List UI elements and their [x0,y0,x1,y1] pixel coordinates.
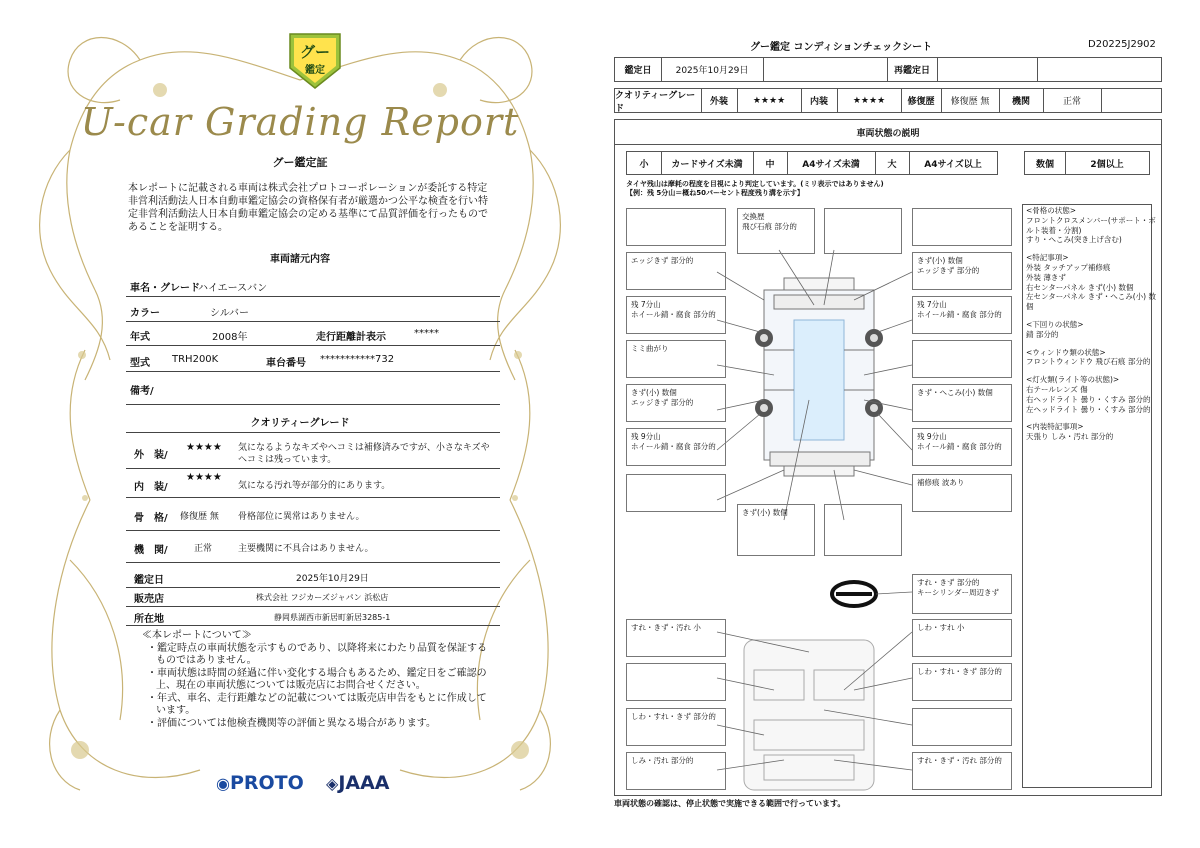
side-note-lights: <灯火類(ライト等の状態)> 右テールレンズ 傷 右ヘッドライト 曇り・くすみ 部分的 左ヘッドライト 曇り・くすみ 部分的 [1026,375,1151,414]
divider [126,371,500,372]
legend-medium: 中 [765,159,775,170]
quality-frame-value: 修復歴 無 [180,512,219,522]
quality-interior-text: 気になる汚れ等が部分的にあります。 [238,481,391,491]
count-legend [1024,151,1150,175]
spec-year-value: 2008年 [212,332,248,343]
proto-logo-text: PROTO [229,772,304,794]
steering-wheel-icon [832,582,912,606]
divider [126,296,500,297]
side-note-underbody: <下回りの状態> 錆 部分的 [1026,319,1084,339]
note-box-interior-left-1: すれ・きず・汚れ 小 [626,619,726,657]
note-item: ・評価については他検査機関等の評価と異なる場合があります。 [147,717,436,729]
note-box-interior-right-3 [912,708,1012,746]
divider [126,345,500,346]
side-note-frame: <骨格の状態> フロントクロスメンバー(サポート・ボルト装着・分割) すり・へこみ(突き上げ含む) [1026,206,1156,245]
divider [126,562,500,563]
info-dealer-value: 株式会社 フジカーズジャパン 浜松店 [256,593,389,602]
side-note-special: <特記事項> 外装 タッチアップ補修痕 外装 薄きず 右センターパネル きず(小) 数個 左センターパネル きず・へこみ(小) 数個 [1026,253,1156,312]
script-title: U-car Grading Report [80,100,520,144]
spec-remarks-label: 備考/ [130,386,154,397]
header-reinspect-label: 再鑑定日 [893,66,930,76]
sheet-title: グー鑑定 コンディションチェックシート [750,42,933,53]
note-box-exterior-left-2: 残 7分山 ホイール錆・腐食 部分的 [626,296,726,334]
sheet-footer: 車両状態の確認は、停止状態で実施できる範囲で行っています。 [614,799,846,808]
header-date-value: 2025年10月29日 [675,66,749,76]
spec-chassis-label: 車台番号 [266,358,306,369]
header-row [614,57,1162,82]
info-address-value: 静岡県湖西市新居町新居3285-1 [274,613,391,622]
legend-small-desc: カードサイズ未満 [671,159,743,170]
notes-title: ≪本レポートについて≫ [142,630,252,641]
quality-section-title: クオリティーグレード [250,418,350,429]
note-item: ・年式、車名、走行距離などの記載については販売店申告をもとに作成しています。 [147,692,487,716]
divider [126,321,500,322]
grade-exterior-label: 外装 [709,97,728,107]
note-box-exterior-bottom-center: きず(小) 数個 [737,504,815,556]
divider [126,497,500,498]
jaaa-logo [326,772,390,794]
proto-mark-icon: ◉ [216,774,230,793]
info-address-label: 所在地 [134,614,164,625]
quality-engine-label: 機 関/ [134,545,168,556]
note-box-exterior-top-far-right [912,208,1012,246]
quality-exterior-stars: ★★★★ [186,442,222,453]
note-box-interior-left-4: しみ・汚れ 部分的 [626,752,726,790]
spec-mileage-value: ***** [414,328,439,339]
jaaa-mark-icon: ◈ [326,774,339,793]
spec-model-value: TRH200K [172,354,219,365]
note-box-exterior-left-3: ミミ曲がり [626,340,726,378]
note-box-exterior-left-5: 残 9分山 ホイール錆・腐食 部分的 [626,428,726,466]
side-note-interior: <内装特記事項> 天張り しみ・汚れ 部分的 [1026,422,1114,442]
quality-exterior-label: 外 装/ [134,450,168,461]
grade-repair-label: 修復歴 [907,97,935,107]
spec-color-label: カラー [130,308,160,319]
note-box-exterior-top-center: 交換歴 飛び石痕 部分的 [737,208,815,254]
spec-color-value: シルバー [210,308,250,319]
note-box-exterior-right-2: 残 7分山 ホイール錆・腐食 部分的 [912,296,1012,334]
tire-note [626,180,884,198]
note-box-exterior-left-4: きず(小) 数個 エッジきず 部分的 [626,384,726,422]
grade-interior-label: 内装 [809,97,828,107]
note-box-exterior-left-6 [626,474,726,512]
note-box-exterior-bottom-right [824,504,902,556]
certificate-text: 本レポートに記載される車両は株式会社プロトコーポレーションが委託する特定非営利活動法人日本自動車鑑定協会の資格保有者が厳選かつ公平な検査を行い特定非営利活動法人日本自動車鑑定協会の定める基準にて品質評価を行ったものであることを証明する。 [128,183,488,233]
note-box-exterior-right-6: 補修痕 波あり [912,474,1012,512]
legend-large: 大 [887,159,897,170]
badge-top-text: グー [299,43,331,61]
quality-engine-value: 正常 [194,544,213,554]
note-box-interior-right-4: すれ・きず・汚れ 部分的 [912,752,1012,790]
note-box-exterior-right-3 [912,340,1012,378]
note-box-exterior-right-4: きず・へこみ(小) 数個 [912,384,1012,422]
spec-section-title: 車両諸元内容 [270,254,330,265]
quality-exterior-text: 気になるようなキズやヘコミは補修済みですが、小さなキズやヘコミは残っています。 [238,443,490,465]
info-date-value: 2025年10月29日 [296,574,369,584]
logos [216,772,416,802]
jaaa-logo-text: JAAA [338,772,390,794]
note-box-interior-right-1: しわ・すれ 小 [912,619,1012,657]
spec-chassis-value: ***********732 [320,354,395,365]
legend-small: 小 [639,159,649,170]
note-box-exterior-right-5: 残 9分山 ホイール錆・腐食 部分的 [912,428,1012,466]
quality-interior-stars: ★★★★ [186,472,222,483]
divider [126,625,500,626]
grade-repair-value: 修復歴 無 [950,97,990,107]
legend-medium-desc: A4サイズ未満 [802,159,860,170]
quality-frame-text: 骨格部位に異常はありません。 [238,512,365,522]
divider [126,404,500,405]
side-note-windows: <ウィンドウ類の状態> フロントウィンドウ 飛び石痕 部分的 [1026,347,1151,367]
legend-large-desc: A4サイズ以上 [924,159,982,170]
quality-engine-text: 主要機関に不具合はありません。 [238,544,374,554]
size-legend [626,151,998,175]
divider [126,468,500,469]
tire-note-line-1: タイヤ残山は摩耗の程度を目視により判定しています。(ミリ表示ではありません) [626,180,884,188]
side-notes [1026,206,1160,442]
note-item: ・鑑定時点の車両状態を示すものであり、以降将来にわたり品質を保証するものではありません。 [147,642,487,666]
info-date-label: 鑑定日 [134,575,164,586]
proto-logo [216,772,304,794]
grade-row [614,88,1162,113]
note-box-exterior-top-left [626,208,726,246]
badge-bottom-text: 鑑定 [305,65,325,76]
divider [126,530,500,531]
spec-year-label: 年式 [130,332,150,343]
header-date-label: 鑑定日 [624,66,652,76]
note-box-exterior-right-1: きず(小) 数個 エッジきず 部分的 [912,252,1012,290]
divider [126,432,500,433]
legend-count-desc: 2個以上 [1090,159,1124,170]
section-title: 車両状態の説明 [856,128,920,139]
tire-note-line-2: 【例：残 5分山＝概ね50パーセント程度残り溝を示す】 [626,189,804,197]
note-box-exterior-top-right [824,208,902,254]
note-box-interior-left-3: しわ・すれ・きず 部分的 [626,708,726,746]
note-box-interior-right-2: しわ・すれ・きず 部分的 [912,663,1012,701]
document-id: D20225J2902 [1088,39,1156,50]
spec-name-value: ハイエースバン [198,283,268,294]
quality-row-exterior [126,442,500,468]
grade-engine-label: 機関 [1011,97,1030,107]
certificate-title: グー鑑定証 [272,156,328,169]
grade-quality-label: クオリティーグレード [615,90,696,114]
legend-count-label: 数個 [1035,159,1054,170]
quality-frame-label: 骨 格/ [134,513,168,524]
grade-exterior-stars: ★★★★ [752,95,786,106]
quality-interior-label: 内 装/ [134,482,168,493]
note-box-interior-left-2 [626,663,726,701]
spec-mileage-label: 走行距離計表示 [316,332,386,343]
note-box-exterior-left-1: エッジきず 部分的 [626,252,726,290]
goo-kantei-badge [286,30,344,90]
note-box-steering: すれ・きず 部分的 キーシリンダー周辺きず [912,574,1012,614]
grade-interior-stars: ★★★★ [852,95,886,106]
divider [126,606,500,607]
report-notes [142,630,492,730]
divider [126,587,500,588]
grade-engine-value: 正常 [1062,97,1081,107]
info-dealer-label: 販売店 [134,594,164,605]
spec-model-label: 型式 [130,358,150,369]
spec-name-label: 車名・グレード [130,283,200,294]
note-item: ・車両状態は時間の経過に伴い変化する場合もあるため、鑑定日をご確認の上、現在の車両状態については販売店にお問合せください。 [147,667,487,691]
